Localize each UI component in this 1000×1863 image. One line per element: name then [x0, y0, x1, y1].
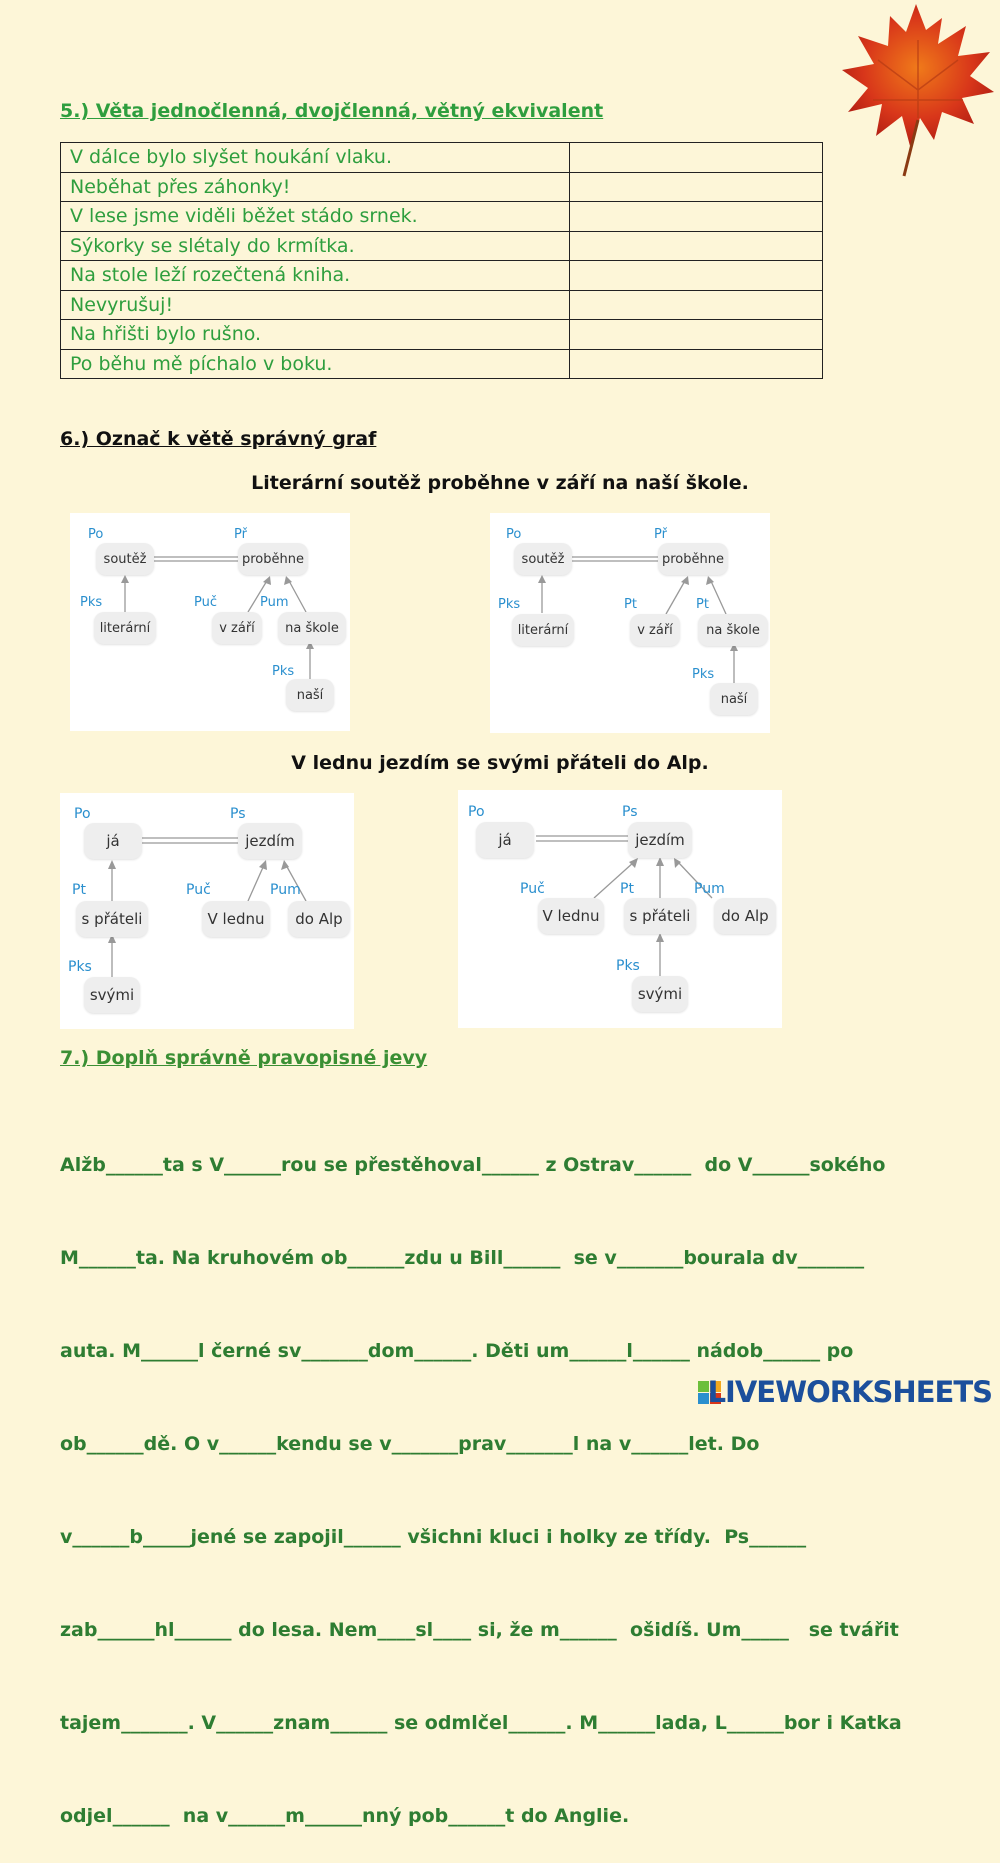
label-po: Po [468, 804, 485, 820]
label-pks: Pks [692, 667, 715, 682]
liveworksheets-brand: LIVEWORKSHEETS [707, 1375, 992, 1409]
label-pum: Pum [260, 595, 289, 610]
node-literarni: literární [94, 612, 156, 644]
node-s-prateli: s přáteli [76, 901, 148, 937]
node-v-lednu: V lednu [538, 898, 604, 934]
table-row [61, 290, 823, 320]
section5-title: 5.) Věta jednočlenná, dvojčlenná, větný ekvivalent [60, 100, 604, 122]
node-ja: já [84, 823, 142, 859]
label-puc: Puč [194, 595, 217, 610]
table-row [61, 320, 823, 350]
graph-2b[interactable] [458, 790, 782, 1028]
text-line[interactable]: Alžb______ta s V______rou se přestěhoval______ z Ostrav______ do V______sokého [60, 1154, 886, 1176]
answer-cell[interactable] [570, 231, 823, 261]
text-line[interactable]: ob______dě. O v______kendu se v_______prav_______l na v______let. Do [60, 1433, 760, 1455]
sentence-2: V lednu jezdím se svými přáteli do Alp. [291, 752, 709, 774]
sentence-1: Literární soutěž proběhne v září na naší škole. [251, 472, 749, 494]
sentence-type-table [60, 142, 823, 379]
sentence-cell: Na hřišti bylo rušno. [61, 320, 570, 350]
node-do-alp: do Alp [714, 898, 776, 934]
label-po: Po [74, 806, 91, 822]
sentence-cell: Na stole leží rozečtená kniha. [61, 261, 570, 291]
label-puc: Puč [520, 881, 545, 897]
table-row [61, 143, 823, 173]
label-pks: Pks [80, 595, 103, 610]
table-row [61, 202, 823, 232]
sentence-cell: Neběhat přes záhonky! [61, 172, 570, 202]
maple-leaf-image [838, 0, 998, 178]
node-probehne: proběhne [238, 543, 308, 575]
sentence-cell: Nevyrušuj! [61, 290, 570, 320]
node-soutez: soutěž [514, 543, 572, 575]
label-pt: Pt [696, 597, 709, 612]
node-na-skole: na škole [278, 612, 346, 644]
label-ps: Ps [230, 806, 246, 822]
node-probehne: proběhne [658, 543, 728, 575]
node-ja: já [476, 822, 534, 858]
label-puc: Puč [186, 882, 211, 898]
node-jezdim: jezdím [628, 822, 692, 858]
answer-cell[interactable] [570, 143, 823, 173]
text-line[interactable]: M______ta. Na kruhovém ob______zdu u Bill______ se v_______bourala dv_______ [60, 1247, 865, 1269]
table-row [61, 349, 823, 379]
fill-in-text[interactable] [60, 1088, 960, 1863]
label-pr: Př [234, 527, 247, 542]
text-line[interactable]: tajem_______. V______znam______ se odmlčel______. M______lada, L______bor i Katka [60, 1712, 902, 1734]
node-s-prateli: s přáteli [624, 898, 696, 934]
table-row [61, 261, 823, 291]
answer-cell[interactable] [570, 320, 823, 350]
graph-1a[interactable] [70, 513, 350, 731]
node-v-zari: v září [630, 614, 680, 646]
label-pt: Pt [72, 882, 86, 898]
label-pt: Pt [620, 881, 634, 897]
answer-cell[interactable] [570, 172, 823, 202]
node-soutez: soutěž [96, 543, 154, 575]
label-pr: Př [654, 527, 667, 542]
label-pks: Pks [68, 959, 92, 975]
node-svymi: svými [632, 976, 688, 1012]
node-literarni: literární [512, 614, 574, 646]
sentence-cell: Sýkorky se slétaly do krmítka. [61, 231, 570, 261]
sentence-cell: V lese jsme viděli běžet stádo srnek. [61, 202, 570, 232]
label-pks: Pks [498, 597, 521, 612]
label-po: Po [88, 527, 104, 542]
text-line[interactable]: v______b_____jené se zapojil______ všichni kluci i holky ze třídy. Ps______ [60, 1526, 807, 1548]
text-line[interactable]: auta. M______l černé sv_______dom______. Děti um______l______ nádob______ po [60, 1340, 854, 1362]
answer-cell[interactable] [570, 261, 823, 291]
section7-title: 7.) Doplň správně pravopisné jevy [60, 1047, 428, 1069]
table-row [61, 231, 823, 261]
label-ps: Ps [622, 804, 638, 820]
table-row [61, 172, 823, 202]
label-pks: Pks [616, 958, 640, 974]
answer-cell[interactable] [570, 349, 823, 379]
label-pt: Pt [624, 597, 637, 612]
answer-cell[interactable] [570, 202, 823, 232]
label-pum: Pum [270, 882, 301, 898]
node-do-alp: do Alp [288, 901, 350, 937]
sentence-cell: V dálce bylo slyšet houkání vlaku. [61, 143, 570, 173]
node-nasi: naší [710, 683, 758, 715]
node-svymi: svými [84, 977, 140, 1013]
node-nasi: naší [286, 679, 334, 711]
node-na-skole: na škole [698, 614, 768, 646]
node-v-zari: v září [212, 612, 262, 644]
label-pum: Pum [694, 881, 725, 897]
node-v-lednu: V lednu [202, 901, 270, 937]
label-pks: Pks [272, 664, 295, 679]
graph-1b[interactable] [490, 513, 770, 733]
answer-cell[interactable] [570, 290, 823, 320]
section6-title: 6.) Označ k větě správný graf [60, 428, 377, 450]
text-line[interactable]: odjel______ na v______m______nný pob______t do Anglie. [60, 1805, 630, 1827]
graph-2a[interactable] [60, 793, 354, 1029]
text-line[interactable]: zab______hl______ do lesa. Nem____sl____ si, že m______ ošidíš. Um_____ se tvářit [60, 1619, 899, 1641]
sentence-cell: Po běhu mě píchalo v boku. [61, 349, 570, 379]
label-po: Po [506, 527, 522, 542]
node-jezdim: jezdím [238, 823, 302, 859]
